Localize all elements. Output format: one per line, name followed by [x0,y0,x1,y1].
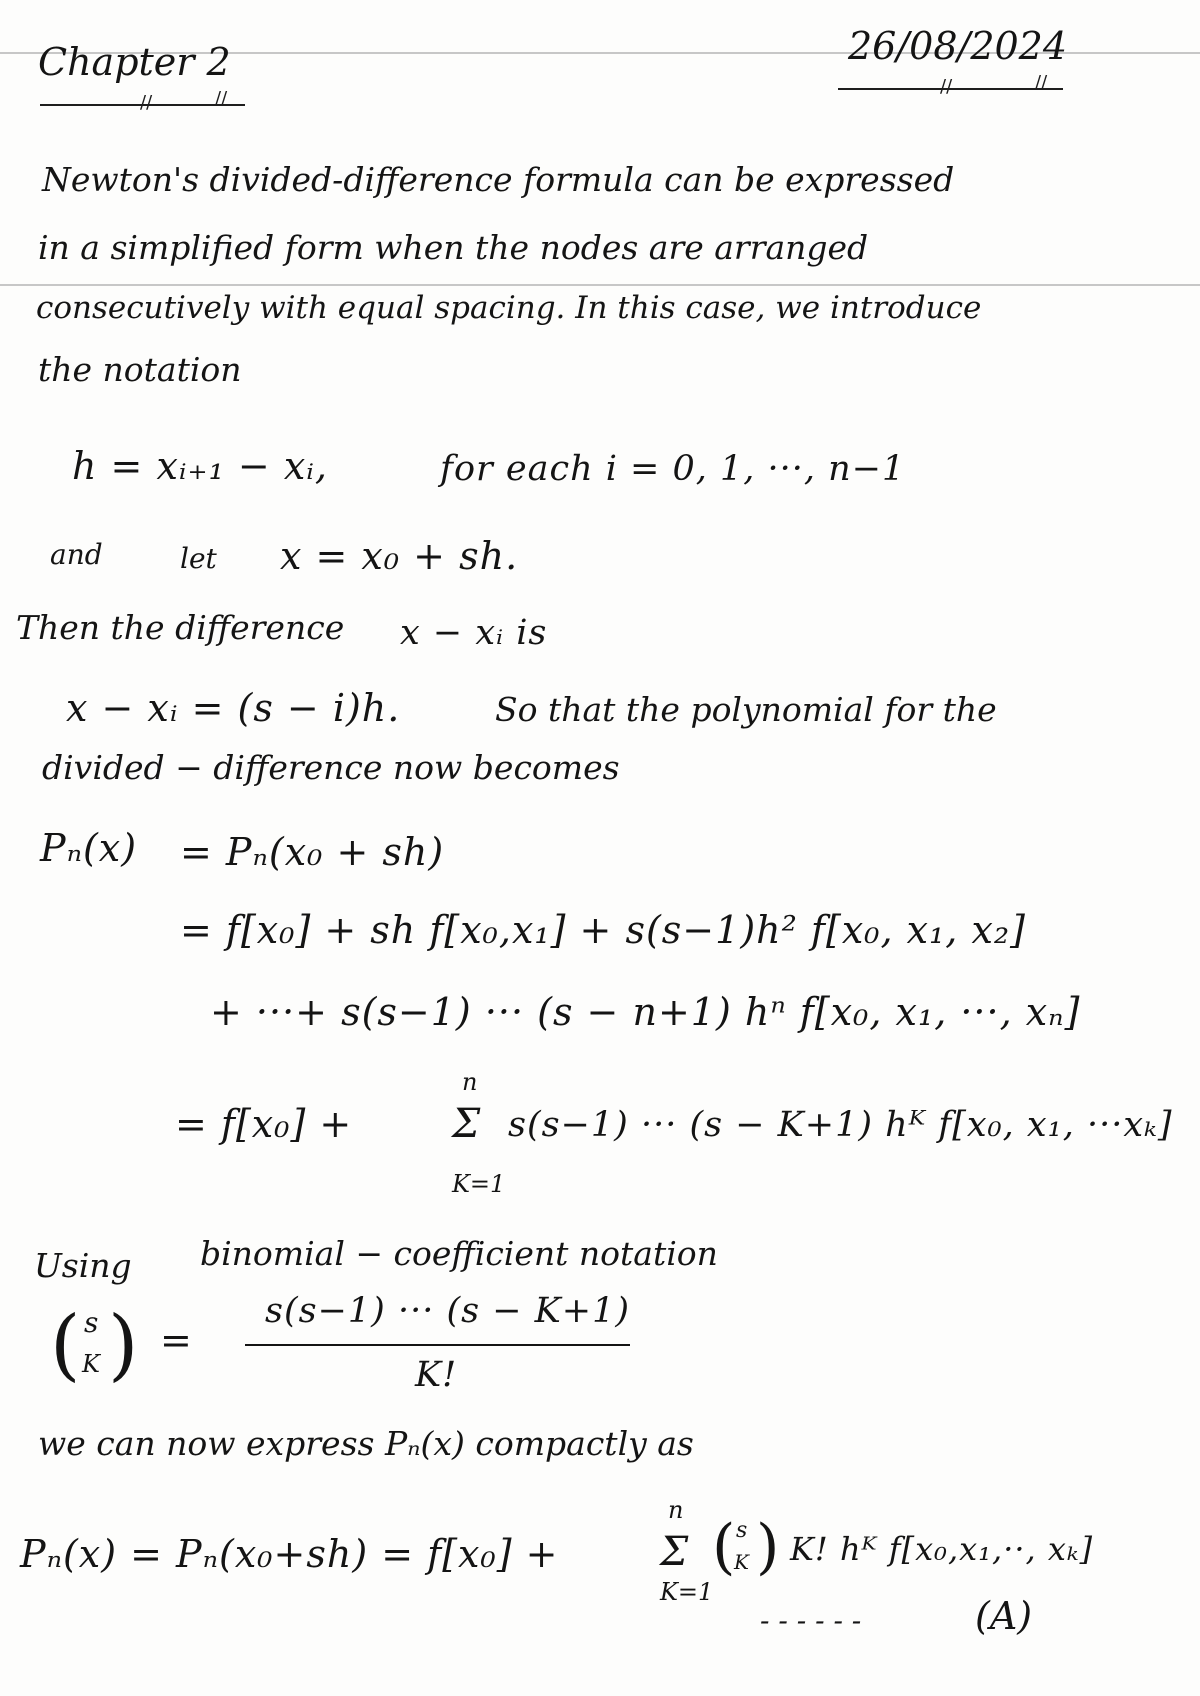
underline-tick-mark: // [140,92,153,113]
binomial-symbol: ( s K ) [50,1300,139,1390]
binomial-label: binomial − coefficient notation [200,1234,718,1273]
chapter-title: Chapter 2 [38,40,231,84]
equation-label: (A) [975,1594,1033,1638]
binomial-bottom: K [82,1350,100,1378]
binomial-denominator: K! [415,1355,458,1395]
binomial-equals: = [160,1318,193,1362]
intro-line: in a simplified form when the nodes are arranged [38,228,869,267]
page-rule-line [0,284,1200,286]
then-expression: x − xᵢ is [400,613,548,653]
final-rhs: K! hᴷ f[x₀,x₁,··, xₖ] [790,1530,1094,1568]
final-sum-sigma: Σ [660,1529,689,1575]
final-lhs: Pₙ(x) = Pₙ(x₀+sh) = f[x₀] + [20,1532,559,1576]
underline-tick-mark: // [215,88,228,109]
difference-expression: x − xᵢ = (s − i)h. [66,686,401,730]
fraction-bar [245,1344,630,1346]
binomial-numerator: s(s−1) ··· (s − K+1) [265,1291,631,1331]
using-word: Using [34,1246,132,1285]
sum-lower-limit: K=1 [452,1170,506,1198]
difference-text: So that the polynomial for the [495,690,997,729]
h-definition: h = xᵢ₊₁ − xᵢ, [72,444,328,488]
intro-line: the notation [38,350,242,389]
pn-lhs: Pₙ(x) [40,826,138,870]
page-date: 26/08/2024 [848,24,1068,68]
derivation-step: = Pₙ(x₀ + sh) [180,830,445,874]
x-definition: x = x₀ + sh. [280,534,519,578]
final-binomial-top: s [736,1518,748,1543]
divided-difference-line: divided − difference now becomes [42,748,620,787]
h-index-range: for each i = 0, 1, ···, n−1 [440,449,906,489]
underline-tick-mark: // [1035,72,1048,93]
then-line: Then the difference [16,608,345,647]
derivation-step: + ···+ s(s−1) ··· (s − n+1) hⁿ f[x₀, x₁, ···, xₙ] [210,990,1081,1034]
final-binomial-bottom: K [734,1550,749,1574]
final-sum-lower-limit: K=1 [660,1578,714,1606]
intro-line: Newton's divided-difference formula can be expressed [42,160,955,199]
final-binomial-symbol: ( s K ) [712,1512,780,1582]
derivation-step: = f[x₀] + [175,1102,353,1146]
intro-line: consecutively with equal spacing. In this case, we introduce [36,290,982,326]
final-sum-upper-limit: n [668,1496,684,1524]
binomial-top: s [84,1306,99,1339]
compact-line: we can now express Pₙ(x) compactly as [38,1424,694,1463]
equation-dashes: - - - - - - [760,1604,862,1637]
underline-tick-mark: // [940,76,953,97]
sum-upper-limit: n [462,1068,478,1096]
let-word: let [180,542,217,575]
derivation-step: s(s−1) ··· (s − K+1) hᴷ f[x₀, x₁, ···xₖ] [508,1105,1173,1145]
derivation-step: = f[x₀] + sh f[x₀,x₁] + s(s−1)h² f[x₀, x₁, x₂] [180,908,1026,952]
and-word: and [50,538,103,571]
sum-sigma: Σ [452,1101,481,1147]
